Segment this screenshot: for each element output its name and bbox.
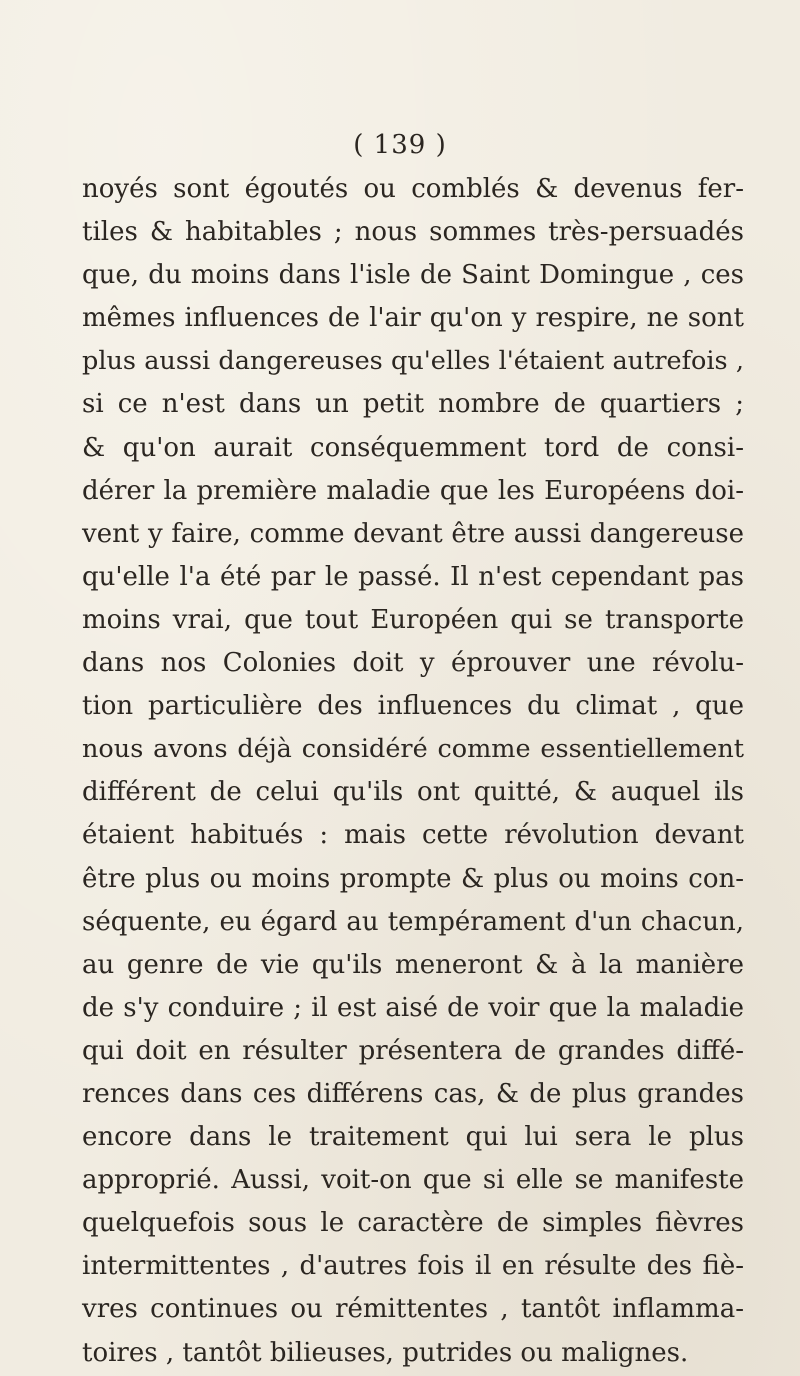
text-line: noyés sont égoutés ou comblés & devenus fer- <box>82 174 744 204</box>
text-line: encore dans le traitement qui lui sera le plus <box>82 1122 744 1153</box>
text-line: plus aussi dangereuses qu'elles l'étaient autrefois , <box>82 346 744 377</box>
text-line: tion particulière des influences du climat , que <box>82 691 744 722</box>
text-line: être plus ou moins prompte & plus ou moins con- <box>82 863 744 894</box>
text-line: mêmes influences de l'air qu'on y respire, ne sont <box>82 303 744 334</box>
text-line: rences dans ces différens cas, & de plus grandes <box>82 1078 744 1109</box>
text-line: séquente, eu égard au tempérament d'un chacun, <box>82 906 744 937</box>
text-line: étaient habitués : mais cette révolution devant <box>82 820 744 851</box>
text-line: vres continues ou rémittentes , tantôt inflamma- <box>82 1294 744 1325</box>
text-line: & qu'on aurait conséquemment tord de consi- <box>82 432 744 463</box>
text-line: toires , tantôt bilieuses, putrides ou malignes. <box>82 1337 689 1368</box>
text-line: au genre de vie qu'ils meneront & à la manière <box>82 949 744 980</box>
text-line: qu'elle l'a été par le passé. Il n'est cependant pas <box>82 561 744 592</box>
text-line: dans nos Colonies doit y éprouver une révolu- <box>82 648 744 679</box>
text-line: dérer la première maladie que les Européens doi- <box>82 475 744 506</box>
text-line: si ce n'est dans un petit nombre de quartiers ; <box>82 389 744 420</box>
text-line: moins vrai, que tout Européen qui se transporte <box>82 604 744 635</box>
text-line: approprié. Aussi, voit-on que si elle se manifeste <box>82 1165 744 1196</box>
text-line: vent y faire, comme devant être aussi dangereuse <box>82 518 744 549</box>
text-line: intermittentes , d'autres fois il en résulte des fiè- <box>82 1251 744 1282</box>
body-text <box>82 168 744 1375</box>
text-line: quelquefois sous le caractère de simples fièvres <box>82 1208 744 1239</box>
text-line: nous avons déjà considéré comme essentiellement <box>82 734 744 765</box>
text-line: de s'y conduire ; il est aisé de voir que la maladie <box>82 992 744 1023</box>
text-line: que, du moins dans l'isle de Saint Domingue , ces <box>82 260 744 291</box>
text-line: tiles & habitables ; nous sommes très-persuadés <box>82 217 744 248</box>
page-number: ( 139 ) <box>353 130 447 160</box>
text-line: qui doit en résulter présentera de grandes diffé- <box>82 1035 744 1066</box>
text-line: différent de celui qu'ils ont quitté, & auquel ils <box>82 777 744 808</box>
